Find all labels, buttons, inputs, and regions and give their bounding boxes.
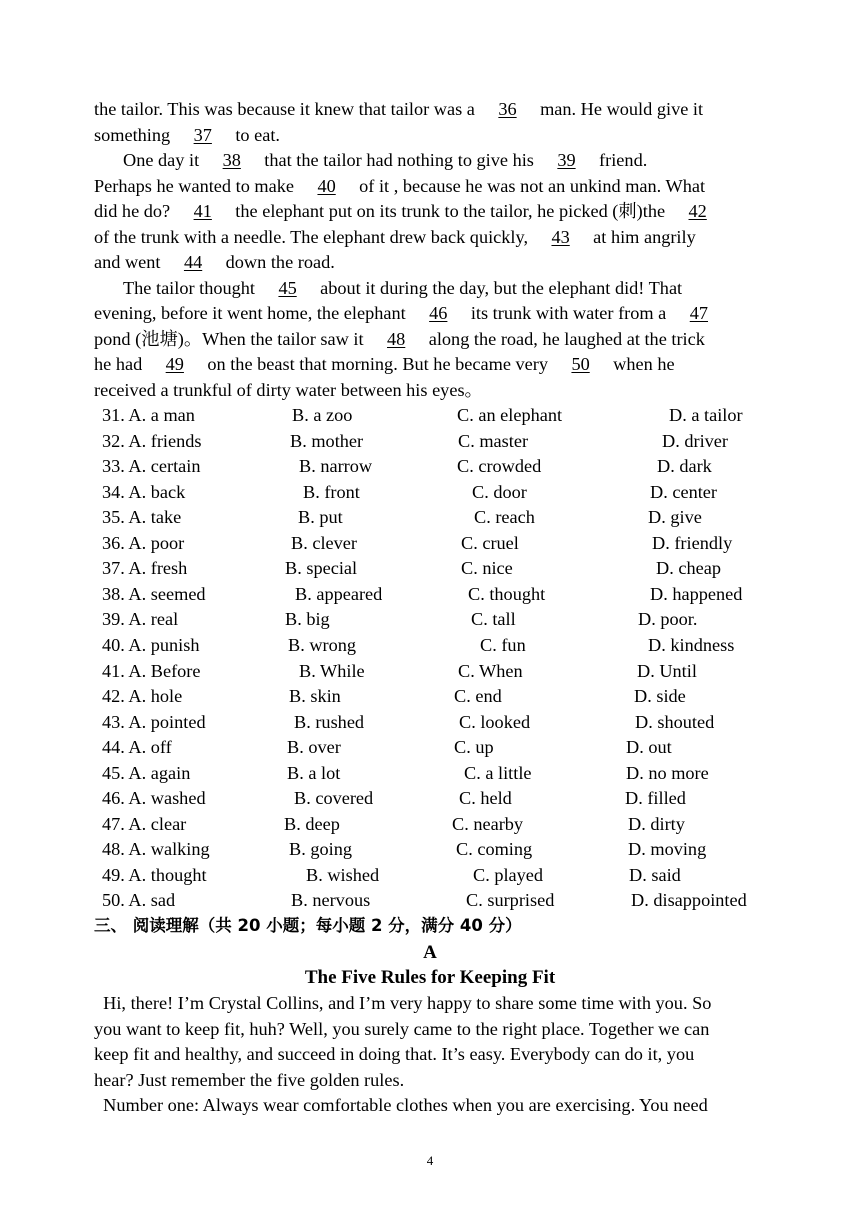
line-text: friend. xyxy=(594,150,648,170)
line-text: on the beast that morning. But he became very xyxy=(202,354,553,374)
option-d: D. Until xyxy=(637,660,697,681)
option-a: 45. A. again xyxy=(102,762,191,783)
blank-number: 44 xyxy=(183,252,203,272)
option-d: D. happened xyxy=(650,583,743,604)
line-text: did he do? xyxy=(94,201,175,221)
line-text: along the road, he laughed at the trick xyxy=(424,328,705,349)
blank-number: 49 xyxy=(165,354,184,374)
line-text: down the road. xyxy=(221,252,335,272)
line-text: he had xyxy=(94,354,147,374)
option-a: 42. A. hole xyxy=(102,686,183,707)
line-text: that the tailor had nothing to give his xyxy=(259,150,539,170)
cloze-line xyxy=(94,228,696,246)
option-d: D. disappointed xyxy=(631,890,747,911)
option-d: D. poor. xyxy=(638,609,698,630)
option-b: B. big xyxy=(285,609,330,630)
option-b: B. narrow xyxy=(299,456,373,477)
option-a: 50. A. sad xyxy=(102,890,176,911)
option-d: D. out xyxy=(626,737,672,758)
line-text: the elephant put on its trunk to the tailor, he picked (刺)the xyxy=(230,201,670,221)
section-heading: 三、 阅读理解（共 20 小题；每小题 2 分，满分 40 分） xyxy=(94,916,522,935)
option-a: 36. A. poor xyxy=(102,532,185,553)
blank-number: 37 xyxy=(193,124,212,145)
line-text: Perhaps he wanted to make xyxy=(94,175,299,196)
cloze-line xyxy=(123,151,647,169)
line-text: received a trunkful of dirty water between his eyes。 xyxy=(94,379,483,400)
option-c: C. thought xyxy=(468,583,546,604)
option-b: B. clever xyxy=(291,532,357,553)
option-a: 49. A. thought xyxy=(102,864,207,885)
option-a: 47. A. clear xyxy=(102,813,187,834)
option-a: 33. A. certain xyxy=(102,456,201,477)
option-b: B. a zoo xyxy=(292,405,353,425)
blank-number: 40 xyxy=(317,175,336,196)
page-number: 4 xyxy=(426,1153,434,1168)
line-text: The tailor thought xyxy=(123,277,260,298)
option-b: B. wrong xyxy=(288,634,357,655)
line-text: of it , because he was not an unkind man. What xyxy=(354,175,706,196)
option-a: 32. A. friends xyxy=(102,430,202,451)
option-a: 40. A. punish xyxy=(102,634,200,655)
option-c: C. fun xyxy=(480,634,526,655)
option-b: B. over xyxy=(287,737,341,758)
option-a: 34. A. back xyxy=(102,481,186,502)
blank-number: 42 xyxy=(688,201,707,221)
option-c: C. master xyxy=(458,430,529,451)
option-a: 46. A. washed xyxy=(102,788,206,809)
option-c: C. end xyxy=(454,686,502,707)
cloze-line xyxy=(94,126,280,144)
line-text: of the trunk with a needle. The elephant drew back quickly, xyxy=(94,226,533,247)
option-d: D. said xyxy=(629,864,681,885)
cloze-line xyxy=(94,304,727,322)
option-c: C. nice xyxy=(461,558,513,579)
option-b: B. going xyxy=(289,839,352,860)
line-text: about it during the day, but the elephant did! That xyxy=(315,277,683,298)
option-b: B. front xyxy=(303,481,360,502)
passage-line: hear? Just remember the five golden rules. xyxy=(94,1069,405,1090)
part-letter: A xyxy=(423,942,437,963)
cloze-line xyxy=(94,177,705,195)
option-b: B. deep xyxy=(284,813,340,834)
line-text: its trunk with water from a xyxy=(466,303,671,323)
line-text: when he xyxy=(608,354,675,374)
option-d: D. kindness xyxy=(648,634,735,655)
option-a: 37. A. fresh xyxy=(102,558,188,579)
cloze-line xyxy=(94,100,703,118)
option-a: 44. A. off xyxy=(102,737,172,758)
passage-line: keep fit and healthy, and succeed in doing that. It’s easy. Everybody can do it, you xyxy=(94,1044,695,1064)
option-b: B. skin xyxy=(289,686,341,707)
option-b: B. mother xyxy=(290,430,364,451)
option-d: D. no more xyxy=(626,762,709,783)
blank-number: 45 xyxy=(278,277,297,298)
line-text: evening, before it went home, the elephant xyxy=(94,303,411,323)
passage-line: Hi, there! I’m Crystal Collins, and I’m very happy to share some time with you. So xyxy=(94,993,712,1013)
option-c: C. a little xyxy=(464,762,532,783)
blank-number: 48 xyxy=(387,328,406,349)
option-c: C. coming xyxy=(456,839,533,860)
option-c: C. held xyxy=(459,788,512,809)
passage-line: you want to keep fit, huh? Well, you surely came to the right place. Together we can xyxy=(94,1018,710,1039)
line-text: to eat. xyxy=(230,124,280,145)
option-d: D. filled xyxy=(625,788,686,809)
blank-number: 38 xyxy=(222,150,241,170)
option-b: B. a lot xyxy=(287,762,341,783)
blank-number: 46 xyxy=(429,303,448,323)
option-b: B. While xyxy=(299,660,365,681)
blank-number: 47 xyxy=(689,303,709,323)
line-text: man. He would give it xyxy=(535,99,704,119)
option-a: 31. A. a man xyxy=(102,405,195,425)
option-d: D. shouted xyxy=(635,711,715,732)
option-c: C. tall xyxy=(471,609,516,630)
line-text: the tailor. This was because it knew that tailor was a xyxy=(94,99,480,119)
option-b: B. special xyxy=(285,558,358,579)
blank-number: 43 xyxy=(551,226,570,247)
option-c: C. surprised xyxy=(466,890,555,911)
option-b: B. wished xyxy=(306,864,380,885)
cloze-line xyxy=(123,279,682,297)
cloze-line xyxy=(94,253,335,271)
option-c: C. door xyxy=(472,481,527,502)
option-c: C. looked xyxy=(459,711,531,732)
option-c: C. played xyxy=(473,864,544,885)
option-b: B. put xyxy=(298,507,343,528)
blank-number: 50 xyxy=(571,354,590,374)
option-d: D. side xyxy=(634,686,686,707)
option-b: B. nervous xyxy=(291,890,371,911)
option-b: B. rushed xyxy=(294,711,365,732)
option-d: D. a tailor xyxy=(669,405,743,425)
option-d: D. give xyxy=(648,507,702,528)
line-text: at him angrily xyxy=(588,226,696,247)
option-d: D. dark xyxy=(657,456,712,477)
line-text: One day it xyxy=(123,150,204,170)
option-a: 39. A. real xyxy=(102,609,179,630)
option-d: D. center xyxy=(650,481,717,502)
option-c: C. an elephant xyxy=(457,405,563,425)
line-text: something xyxy=(94,124,175,145)
cloze-line xyxy=(94,381,483,399)
cloze-line xyxy=(94,202,726,220)
cloze-line xyxy=(94,330,705,348)
option-b: B. appeared xyxy=(295,583,383,604)
option-d: D. moving xyxy=(628,839,707,860)
option-c: C. When xyxy=(458,660,523,681)
option-c: C. cruel xyxy=(461,532,519,553)
line-text: and went xyxy=(94,252,166,272)
option-c: C. crowded xyxy=(457,456,542,477)
option-a: 41. A. Before xyxy=(102,660,201,681)
option-c: C. nearby xyxy=(452,813,524,834)
cloze-line xyxy=(94,355,675,373)
option-a: 48. A. walking xyxy=(102,839,210,860)
option-a: 35. A. take xyxy=(102,507,182,528)
option-a: 38. A. seemed xyxy=(102,583,206,604)
option-d: D. dirty xyxy=(628,813,685,834)
option-a: 43. A. pointed xyxy=(102,711,206,732)
option-c: C. reach xyxy=(474,507,535,528)
option-d: D. driver xyxy=(662,430,728,451)
line-text: pond (池塘)。When the tailor saw it xyxy=(94,328,369,349)
blank-number: 41 xyxy=(193,201,212,221)
option-c: C. up xyxy=(454,737,494,758)
option-b: B. covered xyxy=(294,788,374,809)
passage-title: The Five Rules for Keeping Fit xyxy=(304,967,556,988)
option-d: D. cheap xyxy=(656,558,721,579)
blank-number: 36 xyxy=(498,99,517,119)
option-d: D. friendly xyxy=(652,532,733,553)
passage-line: Number one: Always wear comfortable clothes when you are exercising. You need xyxy=(94,1095,708,1115)
blank-number: 39 xyxy=(557,150,576,170)
